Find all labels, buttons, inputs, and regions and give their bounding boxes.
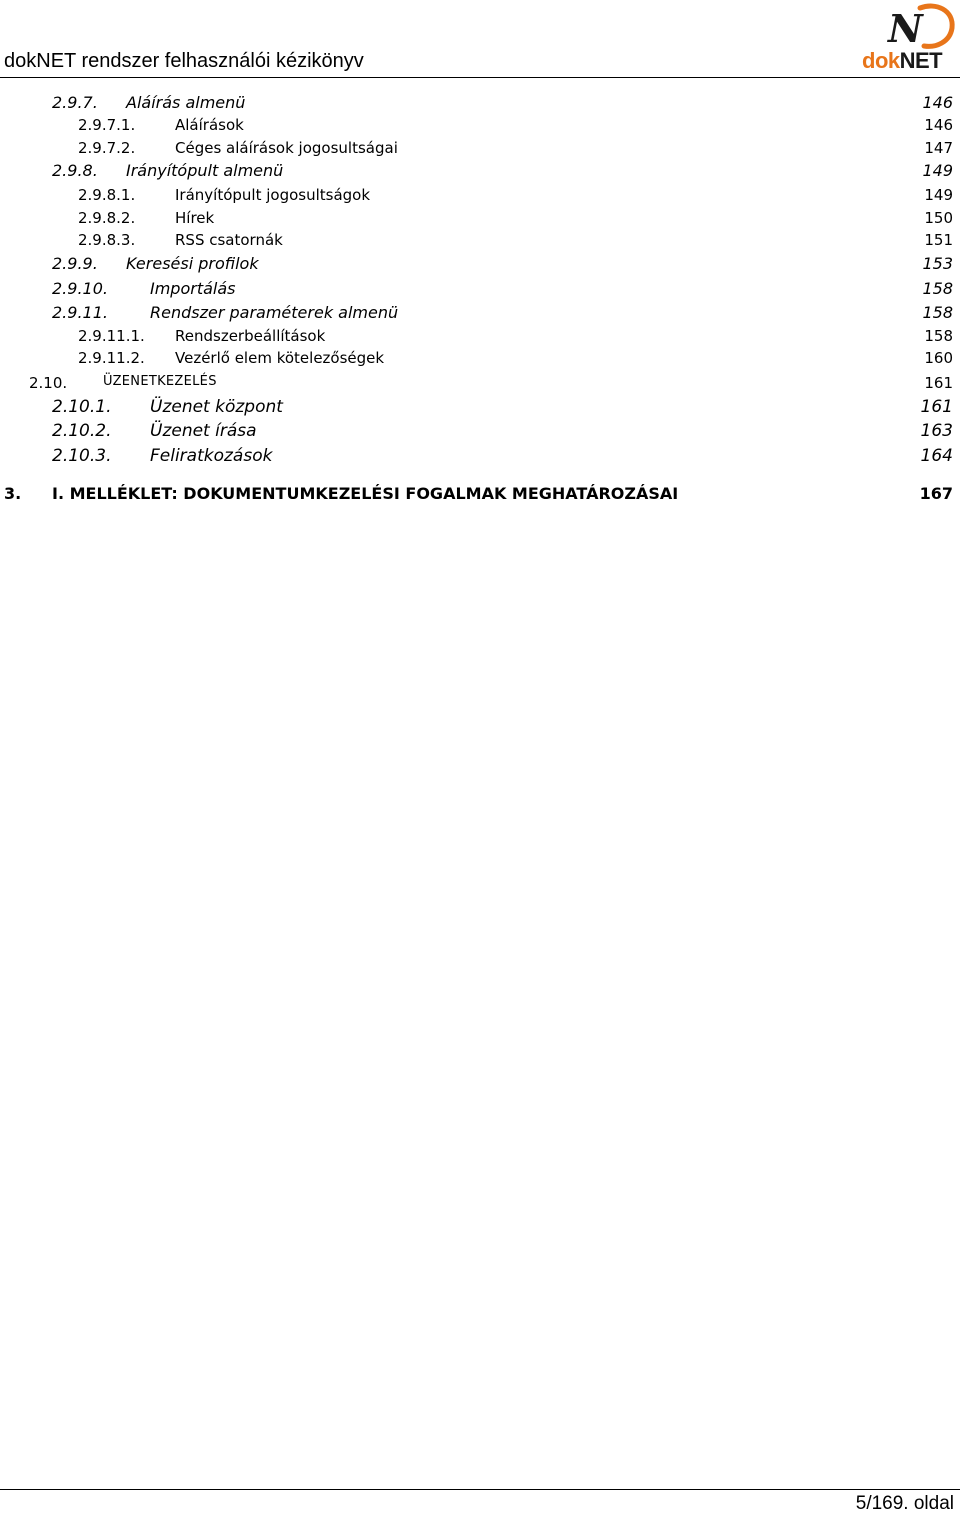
toc-entry-title: ÜZENETKEZELÉS bbox=[103, 374, 217, 389]
toc-entry-title: Aláírás almenü bbox=[126, 93, 246, 112]
toc-entry-number: 2.9.11.1. bbox=[78, 327, 145, 345]
toc-entry[interactable] bbox=[0, 161, 960, 185]
toc-entry-page: 160 bbox=[924, 349, 953, 367]
toc-entry-page: 151 bbox=[924, 231, 953, 249]
toc-entry-page: 163 bbox=[920, 421, 953, 441]
toc-entry[interactable] bbox=[0, 446, 960, 470]
toc-entry[interactable] bbox=[0, 327, 960, 351]
toc-entry-title: Rendszerbeállítások bbox=[175, 327, 326, 345]
toc-entry[interactable] bbox=[0, 231, 960, 255]
toc-entry-number: 2.9.8. bbox=[52, 161, 98, 180]
toc-entry-number: 2.9.9. bbox=[52, 254, 98, 273]
toc-entry-page: 158 bbox=[922, 303, 953, 322]
toc-entry[interactable] bbox=[0, 484, 960, 508]
toc-entry[interactable] bbox=[0, 374, 960, 398]
toc-entry[interactable] bbox=[0, 279, 960, 303]
toc-entry-number: 2.10. bbox=[29, 374, 68, 392]
toc-entry-number: 2.9.8.3. bbox=[78, 231, 136, 249]
toc-entry-title: RSS csatornák bbox=[175, 231, 283, 249]
toc-entry-number: 2.9.8.1. bbox=[78, 186, 136, 204]
toc-entry-title: Vezérlő elem kötelezőségek bbox=[175, 349, 385, 367]
toc-entry-title: Irányítópult almenü bbox=[126, 161, 284, 180]
toc-entry-title: I. MELLÉKLET: DOKUMENTUMKEZELÉSI FOGALMAK MEGHATÁROZÁSAI bbox=[52, 484, 679, 503]
toc-entry-title: Feliratkozások bbox=[150, 446, 273, 466]
toc-entry-page: 164 bbox=[920, 446, 953, 466]
toc-entry-number: 2.9.7.1. bbox=[78, 116, 136, 134]
toc-entry-page: 149 bbox=[922, 161, 953, 180]
footer-divider bbox=[0, 1489, 960, 1490]
toc-entry-page: 158 bbox=[924, 327, 953, 345]
toc-entry-number: 2.9.11. bbox=[52, 303, 108, 322]
toc-entry[interactable] bbox=[0, 139, 960, 163]
toc-entry-page: 150 bbox=[924, 209, 953, 227]
logo-wordmark-dok: dok bbox=[862, 48, 900, 73]
logo-wordmark bbox=[862, 48, 942, 74]
document-title: dokNET rendszer felhasználói kézikönyv bbox=[4, 50, 364, 72]
logo-wordmark-net: NET bbox=[899, 48, 943, 73]
toc-entry[interactable] bbox=[0, 254, 960, 278]
toc-entry-page: 153 bbox=[922, 254, 953, 273]
toc-entry-number: 3. bbox=[4, 484, 22, 503]
toc-entry-title: Importálás bbox=[150, 279, 236, 298]
toc-entry-number: 2.9.7.2. bbox=[78, 139, 136, 157]
page-header bbox=[0, 0, 960, 80]
toc-entry-number: 2.9.11.2. bbox=[78, 349, 145, 367]
toc-entry[interactable] bbox=[0, 303, 960, 327]
toc-entry-title: Keresési profilok bbox=[126, 254, 259, 273]
toc-entry-page: 161 bbox=[920, 397, 953, 417]
toc-entry[interactable] bbox=[0, 349, 960, 373]
toc-entry[interactable] bbox=[0, 397, 960, 421]
toc-entry-title: Üzenet központ bbox=[150, 397, 283, 417]
svg-text:N: N bbox=[888, 6, 923, 51]
toc-entry-page: 158 bbox=[922, 279, 953, 298]
toc-entry-page: 147 bbox=[924, 139, 953, 157]
toc-entry-number: 2.9.8.2. bbox=[78, 209, 136, 227]
toc-entry[interactable] bbox=[0, 421, 960, 445]
page-number: 5/169. oldal bbox=[855, 1493, 954, 1514]
toc-entry[interactable] bbox=[0, 186, 960, 210]
toc-entry-page: 146 bbox=[922, 93, 953, 112]
toc-entry-title: Üzenet írása bbox=[150, 421, 257, 441]
toc-entry-page: 146 bbox=[924, 116, 953, 134]
toc-entry-page: 161 bbox=[924, 374, 953, 392]
toc-entry-page: 149 bbox=[924, 186, 953, 204]
toc-entry[interactable] bbox=[0, 93, 960, 117]
header-divider bbox=[0, 77, 960, 78]
toc-entry[interactable] bbox=[0, 116, 960, 140]
toc-entry-title: Irányítópult jogosultságok bbox=[175, 186, 371, 204]
toc-entry-number: 2.9.10. bbox=[52, 279, 108, 298]
toc-entry-number: 2.9.7. bbox=[52, 93, 98, 112]
toc-entry-title: Céges aláírások jogosultságai bbox=[175, 139, 398, 157]
toc-entry-title: Rendszer paraméterek almenü bbox=[150, 303, 399, 322]
toc-entry-title: Aláírások bbox=[175, 116, 244, 134]
toc-entry-number: 2.10.3. bbox=[52, 446, 112, 466]
toc-entry[interactable] bbox=[0, 209, 960, 233]
toc-entry-number: 2.10.1. bbox=[52, 397, 112, 417]
toc-entry-number: 2.10.2. bbox=[52, 421, 112, 441]
toc-entry-page: 167 bbox=[919, 484, 953, 503]
toc-entry-title: Hírek bbox=[175, 209, 215, 227]
